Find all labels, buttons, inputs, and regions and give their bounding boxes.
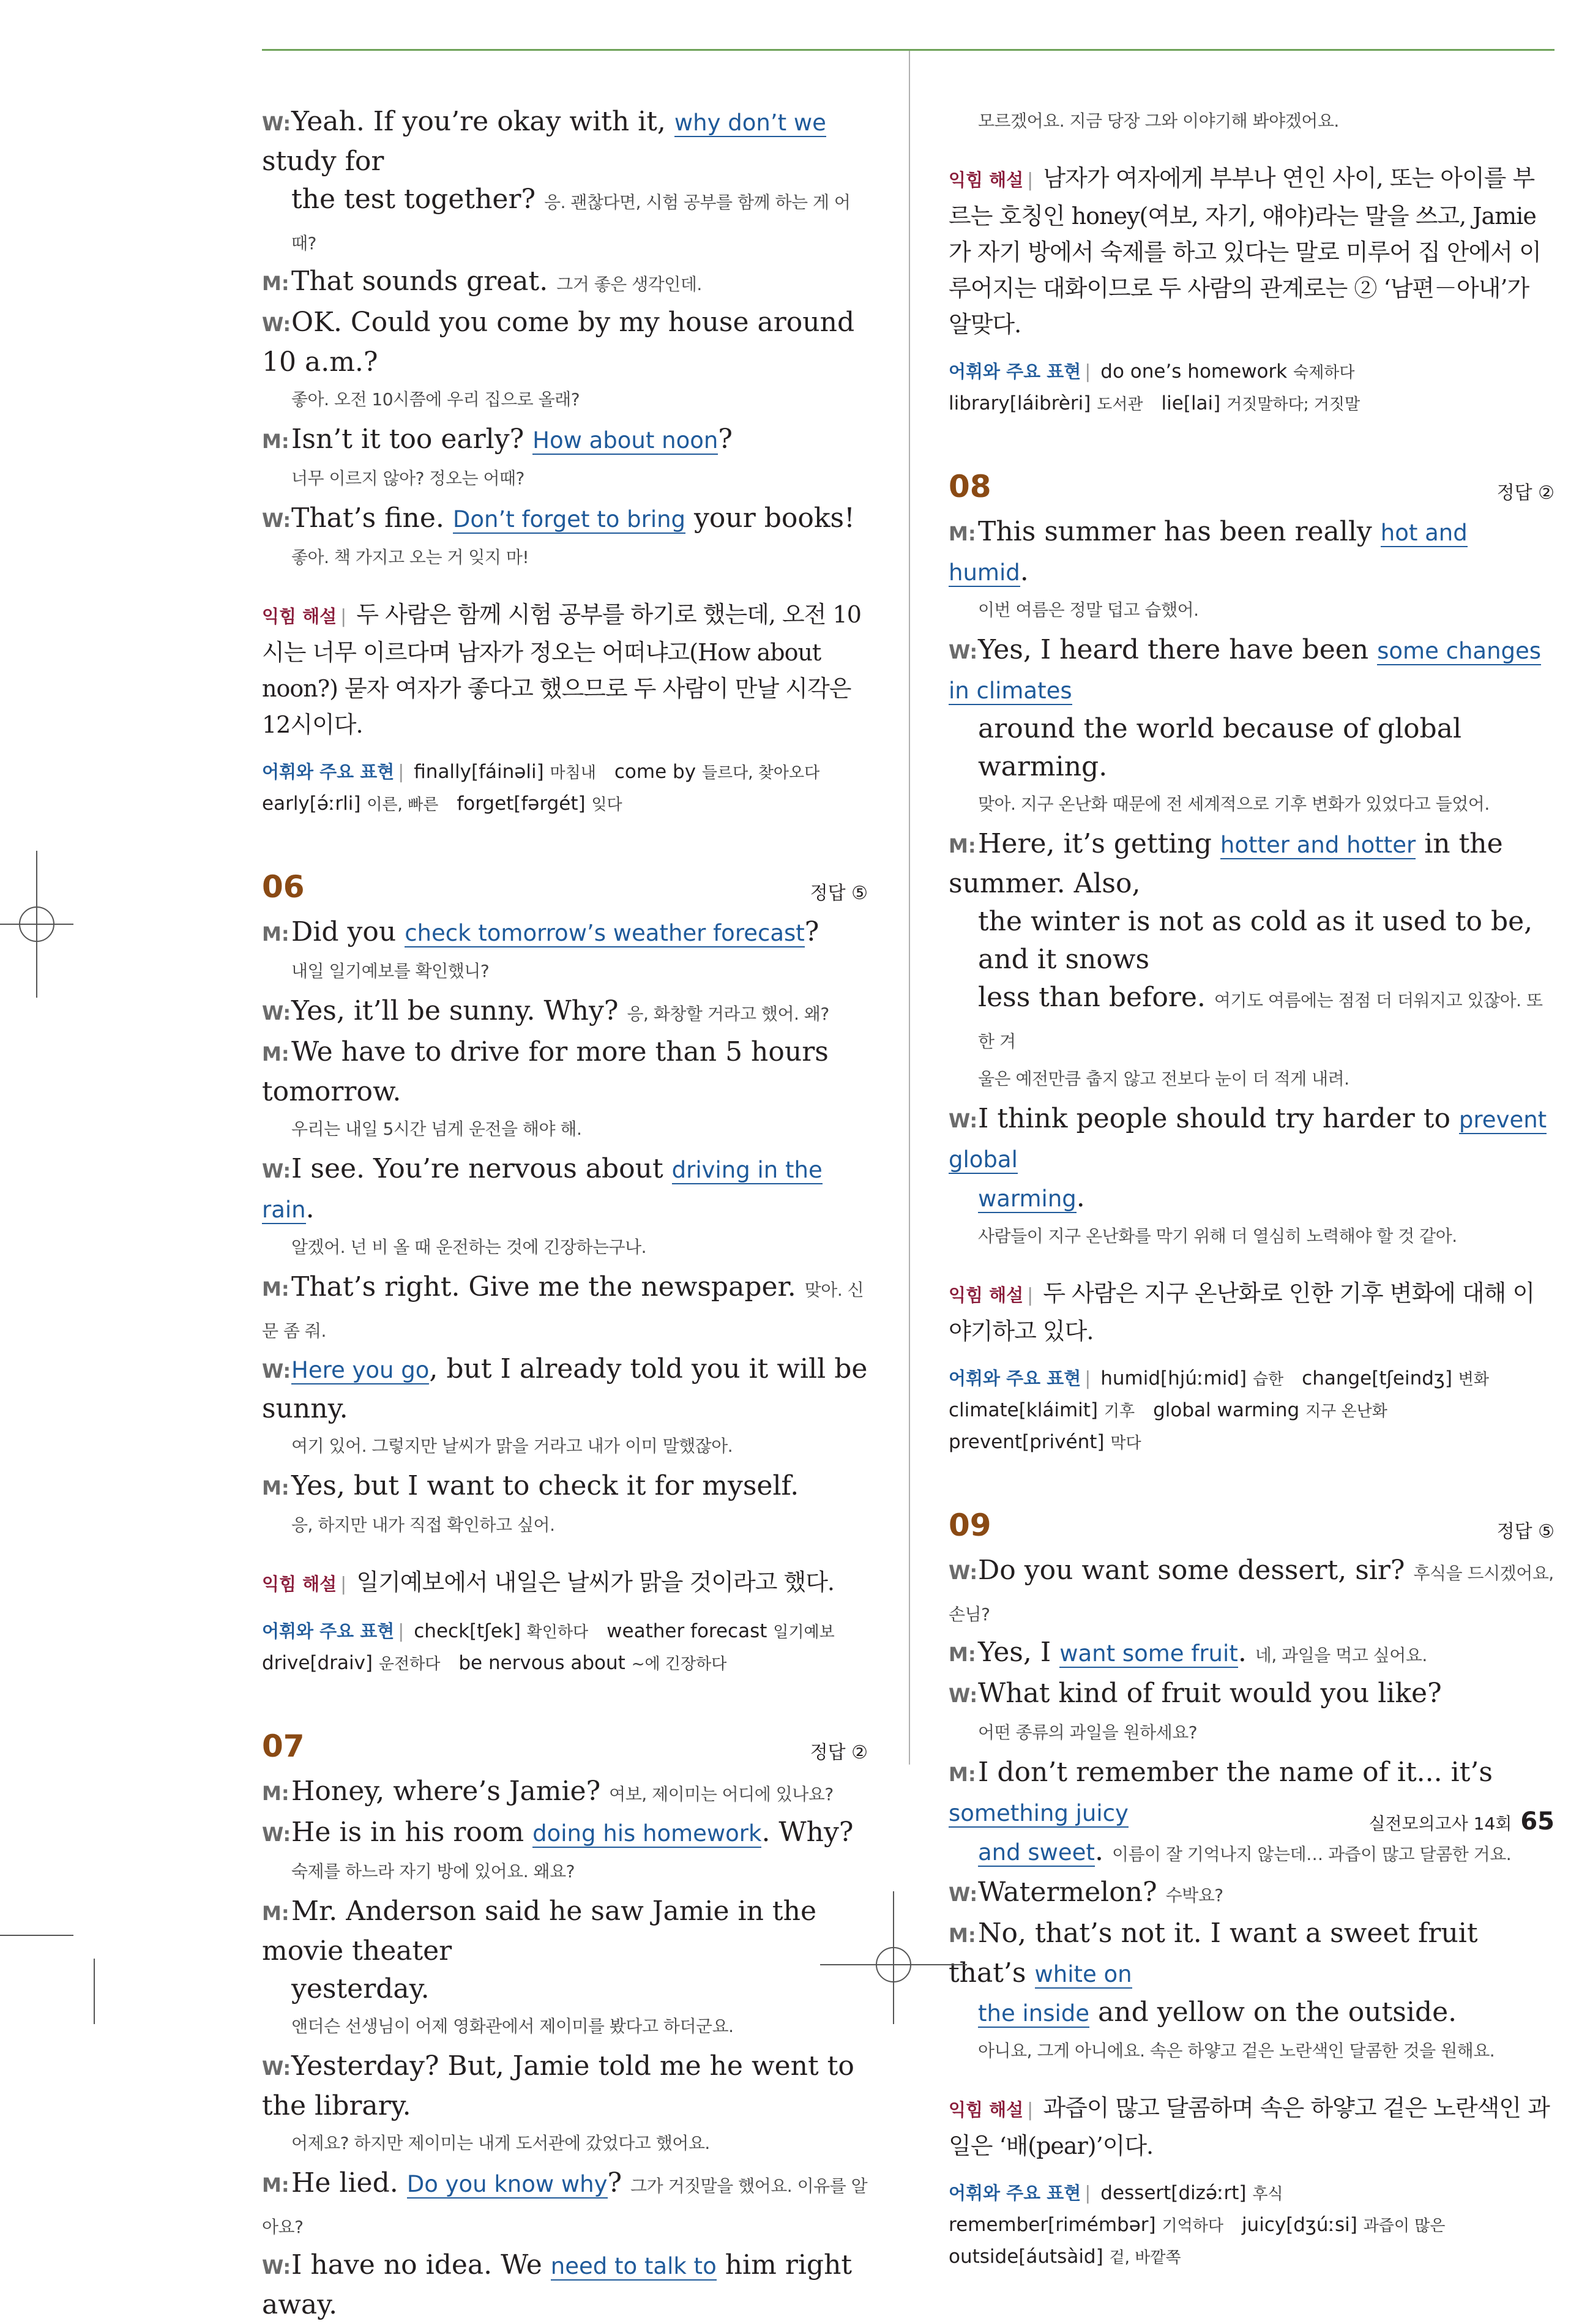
explanation: 익힘 해설 | 과즙이 많고 달콤하며 속은 하얗고 겉은 노란색인 과일은 ‘배(pear)’이다. xyxy=(949,2094,1550,2159)
vocab-term: remember[rimémbər] xyxy=(949,2214,1162,2236)
vocab-definition: 기후 xyxy=(1103,1402,1135,1421)
question-header-09 xyxy=(949,1508,1555,1543)
explanation-text: 남자가 여자에게 부부나 연인 사이, 또는 아이를 부르는 호칭인 honey(여보, 자기, 얘야)라는 말을 쓰고, Jamie가 자기 방에서 숙제를 하고 있다는 말로 미루어 집 안에서 이루어지는 대화이므로 두 사람의 관계로는 ② ‘남편－아내’가 알맞다. xyxy=(949,165,1541,338)
vocab-definition: 숙제하다 xyxy=(1293,364,1355,382)
inline-translation: 이름이 잘 기억나지 않는데… 과즙이 많고 달콤한 거요. xyxy=(1111,1844,1512,1864)
vocab-definition: 기억하다 xyxy=(1162,2217,1223,2235)
dialogue-line: M:That sounds great. 그거 좋은 생각인데. xyxy=(262,263,868,304)
dialogue-line: W:Yesterday? But, Jamie told me he went to the library. xyxy=(262,2050,854,2121)
dialogue-line: M:He lied. Do you know why? 그가 거짓말을 했어요. 이유를 알아요? xyxy=(262,2167,868,2237)
highlighted-phrase: hot and humid xyxy=(949,520,1468,586)
inline-translation: 후식을 드시겠어요, 손님? xyxy=(949,1563,1554,1624)
speaker-label: W: xyxy=(262,1823,291,1846)
inline-translation: 수박요? xyxy=(1165,1885,1223,1905)
dialogue-line: M:I don’t remember the name of it... it’s something juicy xyxy=(949,1757,1493,1826)
vocab-definition: 도서관 xyxy=(1097,395,1143,414)
dialogue-line: W:Here you go, but I already told you it will be sunny. xyxy=(262,1353,868,1424)
speaker-label: M: xyxy=(262,1902,289,1925)
crop-mark-icon xyxy=(0,1934,98,2024)
dialogue-line: W:I see. You’re nervous about driving in the rain. xyxy=(262,1153,823,1224)
speaker-label: W: xyxy=(949,1109,978,1132)
vocabulary: 어휘와 주요 표현 | humid[hjúːmid] 습한 change[tʃeindʒ] 변화 climate[kláimit] 기후 global warming 지구 온난화 prevent[privént] 막다 xyxy=(949,1367,1490,1453)
translation: 좋아. 책 가지고 오는 거 잊지 마! xyxy=(291,547,529,567)
dialogue-line: M:Mr. Anderson said he saw Jamie in the movie theater xyxy=(262,1896,816,1967)
vocab-term: juicy[dʒúːsi] xyxy=(1241,2214,1364,2236)
dialogue-line: W:Watermelon? 수박요? xyxy=(949,1874,1555,1915)
vocabulary-label: 어휘와 주요 표현 xyxy=(262,761,395,782)
highlighted-phrase: How about noon xyxy=(532,427,718,454)
translation: 사람들이 지구 온난화를 막기 위해 더 열심히 노력해야 할 것 같아. xyxy=(978,1226,1457,1246)
question-number: 09 xyxy=(949,1508,991,1543)
speaker-label: M: xyxy=(949,1924,976,1947)
highlighted-phrase: something juicy xyxy=(949,1800,1129,1826)
answer-label: 정답 ② xyxy=(810,1742,868,1763)
highlighted-phrase: hotter and hotter xyxy=(1220,832,1416,858)
dialogue-line: M:Did you check tomorrow’s weather forecast? xyxy=(262,913,868,953)
speaker-label: M: xyxy=(262,1782,289,1805)
highlighted-phrase: Don’t forget to bring xyxy=(452,506,686,532)
explanation: 익힘 해설 | 두 사람은 지구 온난화로 인한 기후 변화에 대해 이야기하고 있다. xyxy=(949,1280,1535,1345)
speaker-label: M: xyxy=(262,2173,289,2197)
speaker-label: M: xyxy=(262,922,289,946)
dialogue-line: M:Here, it’s getting hotter and hotter in the summer. Also, xyxy=(949,828,1503,899)
vocabulary: 어휘와 주요 표현 | finally[fáinəli] 마침내 come by 들르다, 찾아오다 early[ə́ːrli] 이른, 빠른 forget[fərgét] 잊다 xyxy=(262,761,820,815)
highlighted-phrase: the inside xyxy=(978,2000,1090,2027)
left-column xyxy=(262,103,868,2324)
dialogue-line: W:Yes, I heard there have been some changes in climates xyxy=(949,634,1542,704)
explanation-label: 익힘 해설 xyxy=(949,2099,1024,2120)
vocab-term: do one’s homework xyxy=(1100,361,1294,383)
highlighted-phrase: Here you go xyxy=(291,1357,430,1383)
vocabulary-label: 어휘와 주요 표현 xyxy=(262,1621,395,1642)
dialogue-line: M:This summer has been really hot and humid. xyxy=(949,516,1468,587)
inline-translation: 응, 화창할 거라고 했어. 왜? xyxy=(627,1004,829,1024)
highlighted-phrase: why don’t we xyxy=(674,110,826,136)
translation: 아니요, 그게 아니에요. 속은 하얗고 겉은 노란색인 달콤한 것을 원해요. xyxy=(978,2041,1495,2061)
dialogue-line: W:What kind of fruit would you like? xyxy=(949,1675,1555,1714)
page-number: 65 xyxy=(1520,1807,1555,1836)
vocab-term: humid[hjúːmid] xyxy=(1100,1367,1253,1389)
speaker-label: W: xyxy=(949,1883,978,1906)
vocab-term: global warming xyxy=(1153,1399,1306,1421)
dialogue-line: M:Yes, but I want to check it for myself. xyxy=(262,1467,868,1507)
speaker-label: W: xyxy=(262,509,291,532)
vocab-term: drive[draiv] xyxy=(262,1652,379,1674)
dialogue-line: M:Honey, where’s Jamie? 여보, 제이미는 어디에 있나요? xyxy=(262,1773,868,1814)
top-rule xyxy=(262,49,1555,51)
question-header-06 xyxy=(262,869,868,905)
vocab-term: lie[lai] xyxy=(1161,392,1227,414)
dialogue-line: W:He is in his room doing his homework. Why? xyxy=(262,1814,868,1853)
speaker-label: M: xyxy=(949,1763,976,1786)
inline-translation: 맞아. 신문 좀 줘. xyxy=(262,1280,864,1341)
vocabulary-label: 어휘와 주요 표현 xyxy=(949,1368,1081,1389)
dialogue-line: W:Yes, it’ll be sunny. Why? 응, 화창할 거라고 했어. 왜? xyxy=(262,992,868,1033)
question-header-08 xyxy=(949,469,1555,504)
speaker-label: M: xyxy=(262,430,289,453)
dialogue-line: M:Yes, I want some fruit. 네, 과일을 먹고 싶어요. xyxy=(949,1634,1555,1675)
speaker-label: W: xyxy=(949,1561,978,1584)
dialogue-line: the inside and yellow on the outside. xyxy=(978,1997,1457,2028)
explanation-text: 과즙이 많고 달콤하며 속은 하얗고 겉은 노란색인 과일은 ‘배(pear)’이다. xyxy=(949,2094,1550,2159)
translation: 여기 있어. 그렇지만 날씨가 맑을 거라고 내가 이미 말했잖아. xyxy=(291,1436,733,1456)
vocab-definition: 일기예보 xyxy=(773,1623,835,1642)
speaker-label: W: xyxy=(262,1001,291,1025)
vocab-definition: 거짓말하다; 거짓말 xyxy=(1226,395,1360,414)
dialogue-line: around the world because of global warming. xyxy=(978,713,1462,782)
highlighted-phrase: want some fruit xyxy=(1059,1640,1238,1667)
vocab-definition: 잊다 xyxy=(591,796,622,814)
vocab-term: change[tʃeindʒ] xyxy=(1302,1367,1458,1389)
vocab-definition: 들르다, 찾아오다 xyxy=(701,764,820,782)
vocab-term: come by xyxy=(614,761,702,783)
vocab-definition: 습한 xyxy=(1252,1370,1284,1389)
answer-label: 정답 ② xyxy=(1496,482,1555,504)
highlighted-phrase: doing his homework xyxy=(532,1820,762,1847)
explanation-label: 익힘 해설 xyxy=(949,1285,1024,1306)
vocab-term: library[láibrèri] xyxy=(949,392,1097,414)
column-divider xyxy=(909,51,910,1765)
registration-mark-icon xyxy=(820,1891,967,2024)
translation: 우리는 내일 5시간 넘게 운전을 해야 해. xyxy=(291,1119,582,1139)
speaker-label: W: xyxy=(262,2057,291,2080)
explanation-label: 익힘 해설 xyxy=(262,606,337,627)
vocab-term: early[ə́ːrli] xyxy=(262,793,367,815)
inline-translation: 응. 괜찮다면, 시험 공부를 함께 하는 게 어때? xyxy=(291,192,851,253)
translation: 응, 하지만 내가 직접 확인하고 싶어. xyxy=(291,1515,555,1535)
dialogue-line: M:No, that’s not it. I want a sweet fruit that’s white on xyxy=(949,1918,1478,1989)
speaker-label: M: xyxy=(949,834,976,857)
dialogue-line: M:Isn’t it too early? How about noon? xyxy=(262,420,868,460)
speaker-label: M: xyxy=(949,522,976,545)
vocabulary-label: 어휘와 주요 표현 xyxy=(949,361,1081,382)
explanation: 익힘 해설 | 일기예보에서 내일은 날씨가 맑을 것이라고 했다. xyxy=(262,1569,834,1596)
highlighted-phrase: driving in the rain xyxy=(262,1157,823,1223)
registration-mark-icon xyxy=(0,851,73,998)
vocab-definition: 지구 온난화 xyxy=(1305,1402,1387,1421)
vocab-term: dessert[dizə́ːrt] xyxy=(1100,2182,1253,2204)
inline-translation: 네, 과일을 먹고 싶어요. xyxy=(1255,1645,1427,1665)
inline-translation: 여기도 여름에는 점점 더 더워지고 있잖아. 또한 겨 xyxy=(978,990,1543,1052)
translation: 맞아. 지구 온난화 때문에 전 세계적으로 기후 변화가 있었다고 들었어. xyxy=(978,794,1490,814)
vocabulary: 어휘와 주요 표현 | check[tʃek] 확인하다 weather forecast 일기예보 drive[draiv] 운전하다 be nervous about ~에 긴장하다 xyxy=(262,1620,835,1674)
translation: 너무 이르지 않아? 정오는 어때? xyxy=(291,468,524,488)
translation: 모르겠어요. 지금 당장 그와 이야기해 봐야겠어요. xyxy=(978,111,1339,131)
vocabulary: 어휘와 주요 표현 | dessert[dizə́ːrt] 후식 remember[rimémbər] 기억하다 juicy[dʒúːsi] 과즙이 많은 outside[áutsàid] 겉, 바깥쪽 xyxy=(949,2182,1446,2268)
translation: 어떤 종류의 과일을 원하세요? xyxy=(978,1722,1198,1743)
explanation-text: 일기예보에서 내일은 날씨가 맑을 것이라고 했다. xyxy=(356,1569,834,1596)
speaker-label: W: xyxy=(262,2255,291,2279)
vocab-term: forget[fərgét] xyxy=(457,793,592,815)
inline-translation: 여보, 제이미는 어디에 있나요? xyxy=(609,1784,834,1804)
translation: 앤더슨 선생님이 어제 영화관에서 제이미를 봤다고 하더군요. xyxy=(291,2016,734,2036)
dialogue-line: the winter is not as cold as it used to be, and it snows xyxy=(978,906,1533,975)
dialogue-line: M:That’s right. Give me the newspaper. 맞아. 신문 좀 줘. xyxy=(262,1271,864,1341)
translation: 이번 여름은 정말 덥고 습했어. xyxy=(978,600,1199,620)
highlighted-phrase: white on xyxy=(1034,1961,1132,1987)
vocab-term: finally[fáinəli] xyxy=(414,761,550,783)
vocab-definition: 후식 xyxy=(1252,2185,1283,2203)
answer-label: 정답 ⑤ xyxy=(1496,1521,1555,1542)
explanation-text: 두 사람은 지구 온난화로 인한 기후 변화에 대해 이야기하고 있다. xyxy=(949,1280,1535,1345)
speaker-label: W: xyxy=(949,1684,978,1707)
vocab-definition: 과즙이 많은 xyxy=(1363,2217,1446,2235)
explanation: 익힘 해설 | 두 사람은 함께 시험 공부를 하기로 했는데, 오전 10시는 너무 이르다며 남자가 정오는 어떠냐고(How about noon?) 묻자 여자가 좋다고 했으므로 두 사람이 만날 시각은 12시이다. xyxy=(262,601,861,738)
inline-translation: 그가 거짓말을 했어요. 이유를 알아요? xyxy=(262,2176,868,2237)
translation: 내일 일기예보를 확인했니? xyxy=(291,961,490,981)
translation: 숙제를 하느라 자기 방에 있어요. 왜요? xyxy=(291,1861,575,1881)
vocab-term: weather forecast xyxy=(607,1620,774,1642)
vocab-definition: 겉, 바깥쪽 xyxy=(1109,2249,1181,2267)
vocab-term: be nervous about xyxy=(458,1652,632,1674)
question-number: 08 xyxy=(949,469,991,504)
vocab-definition: ~에 긴장하다 xyxy=(631,1655,727,1673)
question-header-07 xyxy=(262,1728,868,1764)
highlighted-phrase: need to talk to xyxy=(550,2253,717,2279)
right-column xyxy=(949,103,1555,2273)
dialogue-line: less than before. 여기도 여름에는 점점 더 더워지고 있잖아. 또한 겨 xyxy=(978,982,1543,1052)
speaker-label: M: xyxy=(949,1643,976,1666)
vocab-definition: 마침내 xyxy=(550,764,596,782)
speaker-label: M: xyxy=(262,1277,289,1301)
vocab-definition: 막다 xyxy=(1110,1434,1141,1452)
dialogue-line: and sweet. 이름이 잘 기억나지 않는데… 과즙이 많고 달콤한 거요. xyxy=(978,1836,1512,1867)
highlighted-phrase: some changes in climates xyxy=(949,638,1542,704)
dialogue-line: W:Yeah. If you’re okay with it, why don’t we study for xyxy=(262,106,826,177)
question-number: 07 xyxy=(262,1728,305,1764)
speaker-label: W: xyxy=(262,1359,291,1383)
dialogue-line: M:We have to drive for more than 5 hours tomorrow. xyxy=(262,1036,829,1107)
dialogue-line: W:OK. Could you come by my house around 10 a.m.? xyxy=(262,307,855,378)
explanation-label: 익힘 해설 xyxy=(949,170,1024,190)
vocab-definition: 운전하다 xyxy=(378,1655,441,1673)
speaker-label: M: xyxy=(262,1042,289,1066)
dialogue-line: W:Do you want some dessert, sir? 후식을 드시겠어요, 손님? xyxy=(949,1555,1554,1624)
highlighted-phrase: prevent global xyxy=(949,1107,1547,1173)
speaker-label: W: xyxy=(262,313,291,336)
speaker-label: M: xyxy=(262,1476,289,1500)
dialogue-line: W:I have no idea. We need to talk to him right away. xyxy=(262,2249,853,2320)
dialogue-line: the test together? 응. 괜찮다면, 시험 공부를 함께 하는 게 어때? xyxy=(291,184,851,253)
explanation: 익힘 해설 | 남자가 여자에게 부부나 연인 사이, 또는 아이를 부르는 호칭인 honey(여보, 자기, 얘야)라는 말을 쓰고, Jamie가 자기 방에서 숙제를 하고 있다는 말로 미루어 집 안에서 이루어지는 대화이므로 두 사람의 관계로는 ② ‘남편－아내’가 알맞다. xyxy=(949,165,1541,338)
inline-translation: 그거 좋은 생각인데. xyxy=(556,274,702,294)
footer-label: 실전모의고사 14회 xyxy=(1368,1814,1512,1834)
vocab-term: prevent[privént] xyxy=(949,1431,1111,1453)
highlighted-phrase: check tomorrow’s weather forecast xyxy=(405,920,805,946)
dialogue-line: W:I think people should try harder to prevent global xyxy=(949,1103,1547,1173)
answer-label: 정답 ⑤ xyxy=(810,883,868,904)
vocab-definition: 변화 xyxy=(1458,1370,1490,1389)
translation: 어제요? 하지만 제이미는 내게 도서관에 갔었다고 했어요. xyxy=(291,2133,710,2153)
vocabulary: 어휘와 주요 표현 | do one’s homework 숙제하다 library[láibrèri] 도서관 lie[lai] 거짓말하다; 거짓말 xyxy=(949,361,1360,414)
highlighted-phrase: Do you know why xyxy=(406,2171,608,2197)
vocab-term: check[tʃek] xyxy=(414,1620,527,1642)
vocabulary-label: 어휘와 주요 표현 xyxy=(949,2183,1081,2203)
vocab-term: outside[áutsàid] xyxy=(949,2246,1110,2268)
translation: 알겠어. 넌 비 올 때 운전하는 것에 긴장하는구나. xyxy=(291,1237,647,1257)
dialogue-line: warming. xyxy=(978,1182,1085,1213)
explanation-label: 익힘 해설 xyxy=(262,1574,337,1594)
translation: 울은 예전만큼 춥지 않고 전보다 눈이 더 적게 내려. xyxy=(978,1069,1349,1089)
speaker-label: W: xyxy=(262,112,291,135)
vocab-term: climate[kláimit] xyxy=(949,1399,1104,1421)
dialogue-line: W:That’s fine. Don’t forget to bring your books! xyxy=(262,499,868,539)
speaker-label: W: xyxy=(262,1159,291,1183)
highlighted-phrase: warming xyxy=(978,1186,1077,1212)
speaker-label: W: xyxy=(949,640,978,663)
highlighted-phrase: and sweet xyxy=(978,1839,1095,1866)
question-number: 06 xyxy=(262,869,305,905)
vocab-definition: 확인하다 xyxy=(526,1623,589,1642)
translation: 좋아. 오전 10시쯤에 우리 집으로 올래? xyxy=(291,389,580,409)
vocab-definition: 이른, 빠른 xyxy=(367,796,439,814)
dialogue-line: yesterday. xyxy=(291,1973,430,2005)
page-footer xyxy=(1368,1807,1555,1836)
explanation-text: 두 사람은 함께 시험 공부를 하기로 했는데, 오전 10시는 너무 이르다며 남자가 정오는 어떠냐고(How about noon?) 묻자 여자가 좋다고 했으므로 두 사람이 만날 시각은 12시이다. xyxy=(262,601,861,738)
speaker-label: M: xyxy=(262,272,289,295)
